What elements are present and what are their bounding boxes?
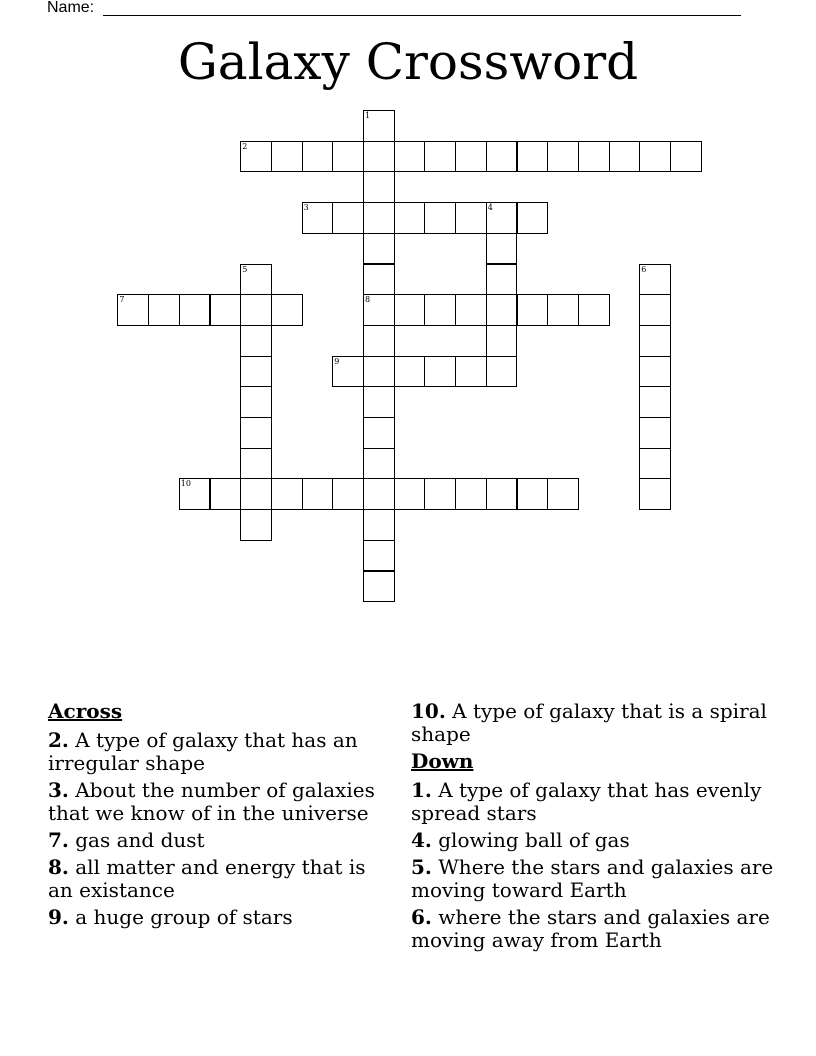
grid-cell[interactable] — [394, 478, 426, 510]
grid-cell[interactable] — [486, 356, 518, 388]
grid-cell[interactable] — [486, 325, 518, 357]
grid-cell[interactable] — [394, 141, 426, 173]
clues-left-column — [48, 700, 388, 933]
grid-cell[interactable] — [517, 478, 549, 510]
clue-text: where the stars and galaxies are moving away from Earth — [411, 905, 770, 952]
clue-number: 3. — [48, 778, 69, 802]
cell-number: 5 — [242, 264, 248, 274]
grid-cell[interactable] — [486, 294, 518, 326]
grid-cell[interactable] — [240, 509, 272, 541]
grid-cell[interactable] — [424, 141, 456, 173]
grid-cell[interactable] — [639, 478, 671, 510]
clue-across-3 — [48, 779, 388, 825]
grid-cell[interactable] — [578, 141, 610, 173]
grid-cell[interactable] — [302, 141, 334, 173]
clue-number: 5. — [411, 855, 432, 879]
grid-cell[interactable] — [394, 202, 426, 234]
grid-cell[interactable] — [424, 294, 456, 326]
grid-cell[interactable] — [240, 141, 272, 173]
grid-cell[interactable] — [363, 264, 395, 296]
grid-cell[interactable] — [117, 294, 149, 326]
clues-right-column — [411, 700, 781, 956]
clue-text: gas and dust — [75, 828, 205, 852]
clue-number: 6. — [411, 905, 432, 929]
grid-cell[interactable] — [424, 478, 456, 510]
grid-cell[interactable] — [240, 417, 272, 449]
grid-cell[interactable] — [363, 356, 395, 388]
clue-number: 10. — [411, 699, 446, 723]
grid-cell[interactable] — [332, 356, 364, 388]
grid-cell[interactable] — [240, 448, 272, 480]
clue-number: 8. — [48, 855, 69, 879]
grid-cell[interactable] — [639, 386, 671, 418]
clue-text: Where the stars and galaxies are moving toward Earth — [411, 855, 774, 902]
clue-number: 7. — [48, 828, 69, 852]
grid-cell[interactable] — [394, 356, 426, 388]
grid-cell[interactable] — [486, 478, 518, 510]
grid-cell[interactable] — [639, 264, 671, 296]
clue-down-4 — [411, 829, 781, 852]
grid-cell[interactable] — [363, 325, 395, 357]
grid-cell[interactable] — [363, 171, 395, 203]
grid-cell[interactable] — [240, 325, 272, 357]
grid-cell[interactable] — [424, 202, 456, 234]
grid-cell[interactable] — [210, 294, 242, 326]
clue-number: 1. — [411, 778, 432, 802]
grid-cell[interactable] — [547, 478, 579, 510]
grid-cell[interactable] — [486, 141, 518, 173]
clue-across-2 — [48, 729, 388, 775]
grid-cell[interactable] — [363, 417, 395, 449]
grid-cell[interactable] — [455, 294, 487, 326]
clue-number: 4. — [411, 828, 432, 852]
cell-number: 4 — [487, 203, 493, 213]
grid-cell[interactable] — [424, 356, 456, 388]
grid-cell[interactable] — [363, 571, 395, 603]
grid-cell[interactable] — [240, 386, 272, 418]
cell-number: 9 — [334, 356, 340, 366]
grid-cell[interactable] — [271, 294, 303, 326]
clue-text: A type of galaxy that is a spiral shape — [411, 699, 767, 746]
grid-cell[interactable] — [394, 294, 426, 326]
grid-cell[interactable] — [179, 478, 211, 510]
grid-cell[interactable] — [271, 478, 303, 510]
cell-number: 3 — [303, 203, 309, 213]
grid-cell[interactable] — [486, 202, 518, 234]
clue-across-10 — [411, 700, 781, 746]
grid-cell[interactable] — [363, 110, 395, 142]
grid-cell[interactable] — [486, 264, 518, 296]
grid-cell[interactable] — [455, 356, 487, 388]
grid-cell[interactable] — [179, 294, 211, 326]
clue-text: all matter and energy that is an existance — [48, 855, 366, 902]
down-heading: Down — [411, 749, 474, 773]
grid-cell[interactable] — [363, 540, 395, 572]
grid-cell[interactable] — [363, 294, 395, 326]
grid-cell[interactable] — [240, 264, 272, 296]
cell-number: 2 — [242, 141, 248, 151]
across-heading: Across — [48, 699, 123, 723]
clue-across-9 — [48, 906, 388, 929]
grid-cell[interactable] — [332, 202, 364, 234]
clue-text: a huge group of stars — [75, 905, 293, 929]
clue-text: glowing ball of gas — [438, 828, 630, 852]
clue-across-7 — [48, 829, 388, 852]
grid-cell[interactable] — [363, 202, 395, 234]
clue-number: 9. — [48, 905, 69, 929]
grid-cell[interactable] — [455, 141, 487, 173]
grid-cell[interactable] — [639, 294, 671, 326]
puzzle-title: Galaxy Crossword — [177, 33, 639, 91]
grid-cell[interactable] — [363, 509, 395, 541]
grid-cell[interactable] — [332, 478, 364, 510]
grid-cell[interactable] — [302, 202, 334, 234]
clue-down-5 — [411, 856, 781, 902]
cell-number: 7 — [119, 295, 125, 305]
grid-cell[interactable] — [639, 356, 671, 388]
grid-cell[interactable] — [670, 141, 702, 173]
cell-number: 10 — [180, 479, 191, 489]
grid-cell[interactable] — [639, 448, 671, 480]
grid-cell[interactable] — [240, 356, 272, 388]
grid-cell[interactable] — [363, 478, 395, 510]
grid-cell[interactable] — [363, 386, 395, 418]
grid-cell[interactable] — [578, 294, 610, 326]
grid-cell[interactable] — [639, 325, 671, 357]
grid-cell[interactable] — [302, 478, 334, 510]
cell-number: 6 — [641, 264, 647, 274]
cell-number: 1 — [365, 111, 371, 120]
grid-cell[interactable] — [332, 141, 364, 173]
clue-number: 2. — [48, 728, 69, 752]
cell-number: 8 — [365, 295, 371, 305]
grid-cell[interactable] — [455, 478, 487, 510]
grid-cell[interactable] — [363, 448, 395, 480]
grid-cell[interactable] — [609, 141, 641, 173]
grid-cell[interactable] — [240, 478, 272, 510]
grid-cell[interactable] — [517, 202, 549, 234]
grid-cell[interactable] — [517, 294, 549, 326]
clue-text: A type of galaxy that has an irregular shape — [48, 728, 358, 775]
clue-text: A type of galaxy that has evenly spread stars — [411, 778, 762, 825]
clue-down-1 — [411, 779, 781, 825]
grid-cell[interactable] — [148, 294, 180, 326]
grid-cell[interactable] — [363, 141, 395, 173]
grid-cell[interactable] — [363, 233, 395, 265]
clue-text: About the number of galaxies that we know of in the universe — [48, 778, 375, 825]
grid-cell[interactable] — [210, 478, 242, 510]
grid-cell[interactable] — [486, 233, 518, 265]
grid-cell[interactable] — [455, 202, 487, 234]
clue-down-6 — [411, 906, 781, 952]
grid-cell[interactable] — [517, 141, 549, 173]
grid-cell[interactable] — [240, 294, 272, 326]
clue-across-8 — [48, 856, 388, 902]
name-label: Name: — [47, 0, 95, 16]
grid-cell[interactable] — [271, 141, 303, 173]
grid-cell[interactable] — [639, 141, 671, 173]
grid-cell[interactable] — [547, 294, 579, 326]
grid-cell[interactable] — [639, 417, 671, 449]
grid-cell[interactable] — [547, 141, 579, 173]
